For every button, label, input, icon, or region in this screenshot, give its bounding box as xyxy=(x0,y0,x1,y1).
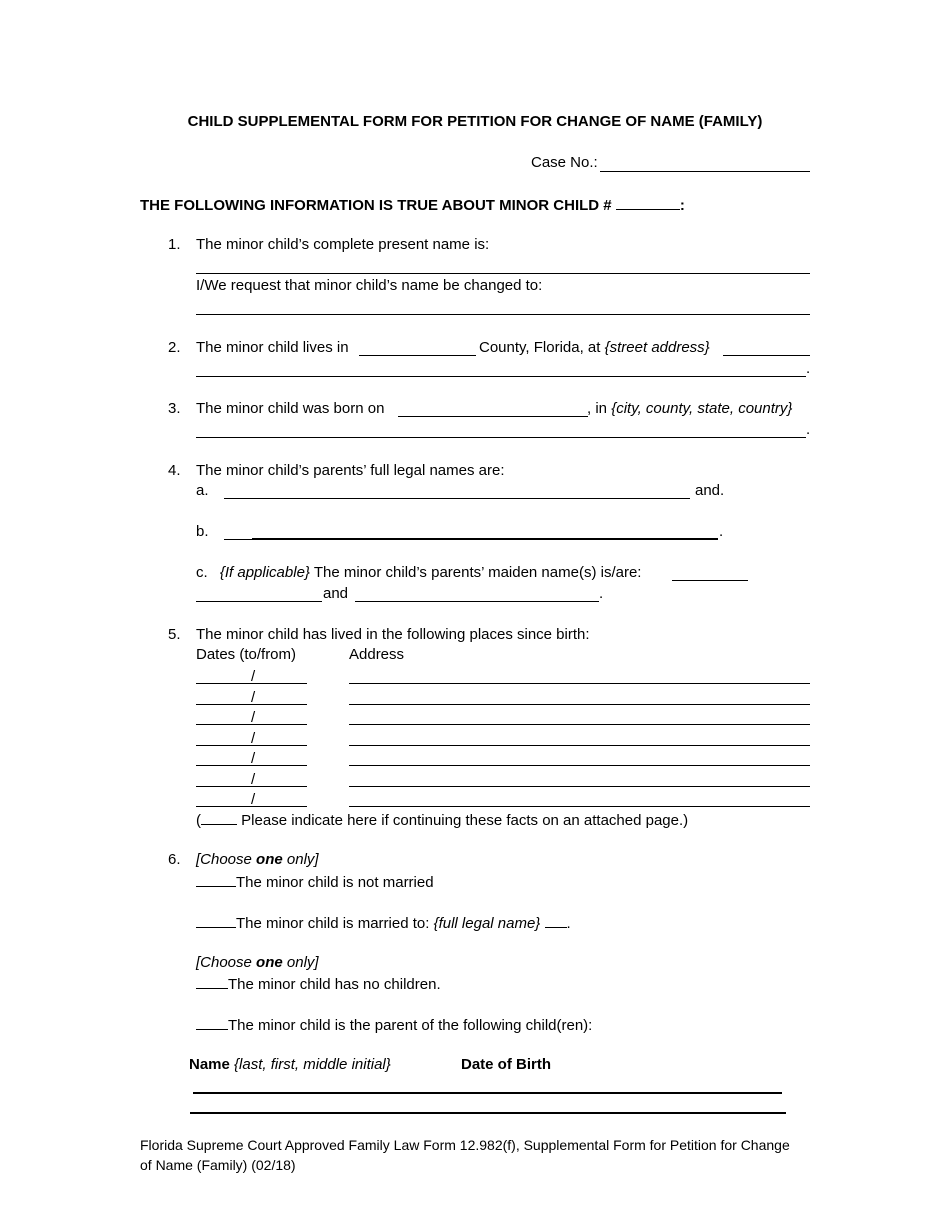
county-field[interactable] xyxy=(359,355,476,356)
item-4a-and: and. xyxy=(695,482,725,499)
maiden-name-field-1[interactable] xyxy=(672,580,748,581)
not-married-check-field[interactable] xyxy=(196,872,236,887)
residence-address-field[interactable] xyxy=(349,765,810,766)
birthplace-hint: {city, county, state, country} xyxy=(611,400,793,417)
residence-address-field[interactable] xyxy=(349,786,810,787)
no-children-check-field[interactable] xyxy=(196,974,228,989)
continue-line xyxy=(196,810,688,830)
date-slash: / xyxy=(251,771,256,788)
item-4c-label: c. xyxy=(196,564,208,581)
item-1-text: The minor child’s complete present name is: xyxy=(196,236,490,253)
minor-child-number-field[interactable] xyxy=(616,195,680,210)
item-2-county-text: County, Florida, at xyxy=(479,339,601,356)
name-label: Name xyxy=(189,1056,230,1073)
choose-one-children xyxy=(196,954,319,972)
street-address-hint: {street address} xyxy=(604,339,710,356)
residence-address-field[interactable] xyxy=(349,806,810,807)
item-6-number: 6. xyxy=(168,851,181,868)
date-slash: / xyxy=(251,689,256,706)
choose-text-b: only] xyxy=(286,851,319,868)
choose-one-marriage xyxy=(196,851,319,869)
parent-a-name-field[interactable] xyxy=(224,498,690,499)
married-period: . xyxy=(566,915,571,932)
choose-one-word: one xyxy=(256,851,283,868)
name-hint: {last, first, middle initial} xyxy=(234,1056,391,1073)
item-4c-and: and xyxy=(323,585,349,602)
no-children-option xyxy=(196,974,441,994)
married-hint: {full legal name} xyxy=(433,915,541,932)
residence-address-field[interactable] xyxy=(349,745,810,746)
dob-label: Date of Birth xyxy=(461,1056,551,1073)
birthplace-field[interactable] xyxy=(196,437,806,438)
item-2-number: 2. xyxy=(168,339,181,356)
item-3-number: 3. xyxy=(168,400,181,417)
not-married-text: The minor child is not married xyxy=(236,874,434,891)
residence-address-field[interactable] xyxy=(349,724,810,725)
item-4-number: 4. xyxy=(168,462,181,479)
continue-text: Please indicate here if continuing these facts on an attached page.) xyxy=(241,812,689,829)
street-address-field[interactable] xyxy=(723,355,810,356)
item-3-in-text: , in xyxy=(587,400,608,417)
street-address-field-line-2[interactable] xyxy=(196,376,806,377)
item-5-text: The minor child has lived in the following places since birth: xyxy=(196,626,590,643)
choose-text-a-2: [Choose xyxy=(196,954,252,971)
heading-colon: : xyxy=(679,197,685,214)
choose-text-b-2: only] xyxy=(286,954,319,971)
married-text: The minor child is married to: xyxy=(236,915,430,932)
dates-header: Dates (to/from) xyxy=(196,646,297,663)
spouse-name-field[interactable] xyxy=(545,913,567,928)
continue-open-paren: ( xyxy=(196,812,201,829)
parent-b-name-field-start[interactable] xyxy=(224,539,252,540)
married-option xyxy=(196,913,571,933)
item-2-period: . xyxy=(806,360,811,377)
minor-child-heading xyxy=(140,195,685,215)
residence-address-field[interactable] xyxy=(349,704,810,705)
date-slash: / xyxy=(251,709,256,726)
maiden-name-field-2[interactable] xyxy=(196,601,322,602)
maiden-name-field-3[interactable] xyxy=(355,601,599,602)
item-3-text-b xyxy=(587,400,792,418)
item-2-text-a: The minor child lives in xyxy=(196,339,349,356)
parent-b-name-field[interactable] xyxy=(252,538,718,540)
continue-checkbox-field[interactable] xyxy=(201,810,237,825)
child-entry-field-2[interactable] xyxy=(190,1112,786,1114)
item-3-period: . xyxy=(806,421,811,438)
children-name-header xyxy=(189,1056,391,1074)
item-4c-text: The minor child’s parents’ maiden name(s) is/are: xyxy=(313,564,642,581)
parent-of-option xyxy=(196,1015,592,1035)
case-no-field[interactable] xyxy=(600,171,810,172)
footer-line-1: Florida Supreme Court Approved Family Law Form 12.982(f), Supplemental Form for Petition for Change xyxy=(140,1137,790,1153)
item-4a-label: a. xyxy=(196,482,209,499)
choose-one-word-2: one xyxy=(256,954,283,971)
name-change-request-text: I/We request that minor child’s name be changed to: xyxy=(196,277,543,294)
item-5-number: 5. xyxy=(168,626,181,643)
footer-line-2: of Name (Family) (02/18) xyxy=(140,1157,296,1173)
parent-of-text: The minor child is the parent of the following child(ren): xyxy=(228,1017,593,1034)
item-4-text: The minor child’s parents’ full legal names are: xyxy=(196,462,505,479)
choose-text-a: [Choose xyxy=(196,851,252,868)
address-header: Address xyxy=(349,646,405,663)
case-no-label: Case No.: xyxy=(531,154,598,171)
date-slash: / xyxy=(251,791,256,808)
form-title: CHILD SUPPLEMENTAL FORM FOR PETITION FOR CHANGE OF NAME (FAMILY) xyxy=(187,113,763,130)
date-slash: / xyxy=(251,730,256,747)
minor-child-heading-text: THE FOLLOWING INFORMATION IS TRUE ABOUT MINOR CHILD # xyxy=(140,197,612,214)
new-name-field[interactable] xyxy=(196,314,810,315)
item-4c-hint: {If applicable} xyxy=(219,564,310,581)
present-name-field[interactable] xyxy=(196,273,810,274)
item-2-text-b xyxy=(479,339,710,357)
no-children-text: The minor child has no children. xyxy=(228,976,441,993)
date-slash: / xyxy=(251,668,256,685)
not-married-option xyxy=(196,872,434,892)
married-check-field[interactable] xyxy=(196,913,236,928)
date-slash: / xyxy=(251,750,256,767)
item-1-number: 1. xyxy=(168,236,181,253)
birth-date-field[interactable] xyxy=(398,416,588,417)
item-4c-period: . xyxy=(599,585,604,602)
item-4c-line xyxy=(196,564,641,582)
item-4b-label: b. xyxy=(196,523,209,540)
item-3-text-a: The minor child was born on xyxy=(196,400,385,417)
residence-address-field[interactable] xyxy=(349,683,810,684)
child-entry-field-1[interactable] xyxy=(193,1092,782,1094)
parent-of-check-field[interactable] xyxy=(196,1015,228,1030)
item-4b-period: . xyxy=(719,523,724,540)
